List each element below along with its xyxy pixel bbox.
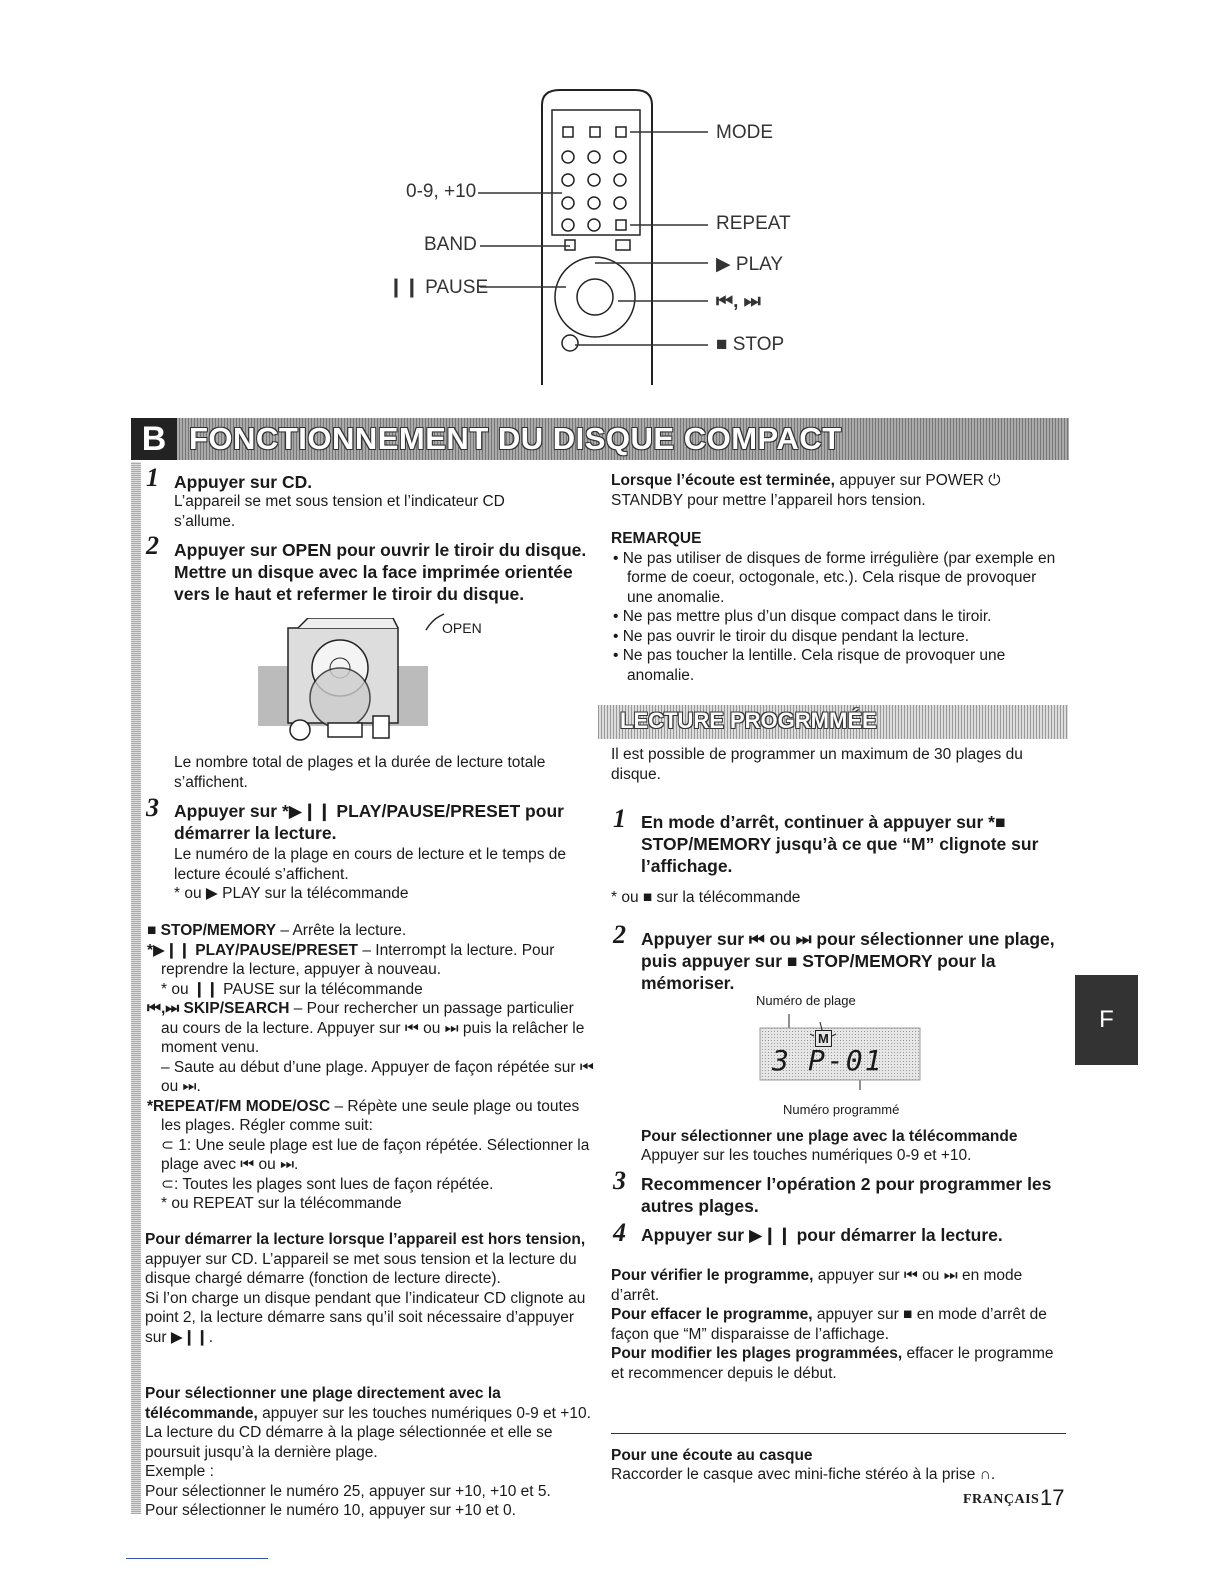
left-margin-bar (131, 462, 141, 1514)
finish-block (611, 471, 1056, 510)
bottom-rule (126, 1558, 268, 1559)
direct-text: appuyer sur les touches numériques 0-9 et +10. La lecture du CD démarre à la plage sélectionnée et elle se poursuit jusqu’à la dernière plage. (145, 1404, 591, 1461)
remote-label-pause: ❙❙ PAUSE (388, 277, 489, 298)
step1-title: Appuyer sur CD. (174, 472, 313, 492)
function-item: ⊂: Toutes les plages sont lues de façon répétée. (161, 1175, 494, 1193)
prog-step3-number: 3 (613, 1166, 626, 1195)
step3-number: 3 (146, 793, 159, 822)
verify-text: appuyer sur ⏮ ou ⏭ en mode d’arrêt. (611, 1267, 1023, 1304)
display-program-number: P-01 (808, 1044, 884, 1077)
start-off-text: appuyer sur CD. L’appareil se met sous tension et la lecture du disque chargé démarre (fonction de lecture directe). (145, 1250, 577, 1287)
prog-remote-title: Pour sélectionner une plage avec la télécommande (641, 1128, 1018, 1145)
start-off-text2: Si l’on charge un disque pendant que l’indicateur CD clignote au point 2, la lecture démarre sans qu’il soit nécessaire d’appuyer sur ▶❙❙. (145, 1289, 586, 1346)
step3-title: Appuyer sur *▶❙❙ PLAY/PAUSE/PRESET pour démarrer la lecture. (174, 801, 564, 843)
remote-label-play: ▶ PLAY (716, 254, 784, 275)
language-tab: F (1075, 975, 1138, 1065)
prog-banner (598, 705, 1068, 739)
prog-step4-number: 4 (613, 1218, 626, 1247)
function-item: *▶❙❙ PLAY/PAUSE/PRESET – Interrompt la lecture. Pour reprendre la lecture, appuyer à nouveau. (147, 941, 555, 978)
footer-language: FRANÇAIS (963, 1492, 1040, 1507)
remote-label-digits: 0-9, +10 (406, 181, 477, 202)
remarque-item: • Ne pas toucher la lentille. Cela risque de provoquer une anomalie. (613, 647, 1006, 684)
remote-label-band: BAND (424, 234, 477, 255)
remarque-item: • Ne pas ouvrir le tiroir du disque pendant la lecture. (613, 627, 970, 645)
prog-step1-note: * ou ■ sur la télécommande (611, 889, 801, 906)
function-item: *REPEAT/FM MODE/OSC – Répète une seule plage ou toutes les plages. Régler comme suit: (147, 1097, 580, 1134)
direct-select-block (145, 1384, 595, 1521)
section-letter: B (131, 418, 177, 460)
function-item: – Saute au début d’une plage. Appuyer de façon répétée sur ⏮ ou ⏭. (161, 1058, 594, 1095)
step2-number: 2 (146, 531, 159, 560)
modify-text: effacer le programme et recommencer depuis le début. (611, 1345, 1054, 1382)
step2-title: Appuyer sur OPEN pour ouvrir le tiroir du disque. Mettre un disque avec la face imprimée orientée vers le haut et refermer le tiroir du disque. (174, 540, 587, 604)
step3-text: Le numéro de la plage en cours de lecture et le temps de lecture écoulé s’affichent. (174, 846, 567, 883)
remote-label-stop: ■ STOP (716, 334, 785, 355)
start-off-block (145, 1230, 595, 1347)
remarque-title: REMARQUE (611, 530, 702, 547)
prog-title: LECTURE PROGRMMÉE (620, 708, 877, 733)
modify-title: Pour modifier les plages programmées, (611, 1345, 903, 1362)
remote-illustration (470, 85, 730, 390)
erase-title: Pour effacer le programme, (611, 1306, 813, 1323)
remarque-block (611, 529, 1061, 685)
prog-step2-number: 2 (613, 920, 626, 949)
function-item: ⊂ 1: Une seule plage est lue de façon répétée. Sélectionner la plage avec ⏮ ou ⏭. (161, 1136, 590, 1173)
function-item: ■ STOP/MEMORY – Arrête la lecture. (147, 922, 407, 939)
function-item: * ou REPEAT sur la télécommande (161, 1195, 402, 1212)
step2-after-text: Le nombre total de plages et la durée de lecture totale s’affichent. (174, 754, 546, 791)
step1-number: 1 (146, 463, 159, 492)
direct-example-label: Exemple : (145, 1463, 214, 1480)
remote-label-skip: ⏮, ⏭ (716, 291, 761, 312)
prog-step4-title: Appuyer sur ▶❙❙ pour démarrer la lecture. (641, 1225, 1003, 1245)
prog-step2-title: Appuyer sur ⏮ ou ⏭ pour sélectionner une plage, puis appuyer sur ■ STOP/MEMORY pour la mémoriser. (641, 929, 1055, 993)
open-label: OPEN (442, 620, 482, 636)
prog-step1-number: 1 (613, 804, 626, 833)
divider (611, 1433, 1066, 1434)
prog-notes (611, 1266, 1056, 1383)
functions-list (145, 921, 595, 1214)
erase-text: appuyer sur ■ en mode d’arrêt de façon que “M” disparaisse de l’affichage. (611, 1306, 1047, 1343)
numero-programme-label: Numéro programmé (783, 1102, 900, 1117)
numero-plage-label: Numéro de plage (756, 993, 856, 1008)
prog-step1-title: En mode d’arrêt, continuer à appuyer sur *■ STOP/MEMORY jusqu’à ce que “M” clignote sur l’affichage. (641, 812, 1039, 876)
page-number: 17 (1040, 1485, 1065, 1510)
finish-title: Lorsque l’écoute est terminée, (611, 472, 835, 489)
verify-title: Pour vérifier le programme, (611, 1267, 814, 1284)
display-track-number: 3 (772, 1044, 789, 1077)
display-m-indicator: M (815, 1030, 832, 1047)
remote-label-repeat: REPEAT (716, 213, 791, 234)
remarque-item: • Ne pas mettre plus d’un disque compact dans le tiroir. (613, 608, 992, 625)
cd-player-illustration (258, 618, 428, 743)
casque-text: Raccorder le casque avec mini-fiche stéréo à la prise ∩. (611, 1466, 996, 1483)
remarque-item: • Ne pas utiliser de disques de forme irrégulière (par exemple en forme de coeur, octogonale, etc.). Cela risque de provoquer une anomalie. (613, 549, 1056, 606)
function-item: * ou ❙❙ PAUSE sur la télécommande (161, 980, 423, 998)
section-banner (131, 418, 1069, 460)
prog-intro: Il est possible de programmer un maximum de 30 plages du disque. (611, 746, 1023, 783)
finish-text: appuyer sur POWER ⏻ STANDBY pour mettre l’appareil hors tension. (611, 472, 1001, 509)
direct-example-2: Pour sélectionner le numéro 10, appuyer sur +10 et 0. (145, 1502, 516, 1519)
direct-example-1: Pour sélectionner le numéro 25, appuyer sur +10, +10 et 5. (145, 1482, 551, 1500)
casque-title: Pour une écoute au casque (611, 1447, 813, 1464)
function-item: ⏮,⏭ SKIP/SEARCH – Pour rechercher un passage particulier au cours de la lecture. Appuyer sur ⏮ ou ⏭ puis la relâcher le moment venu. (147, 1000, 585, 1056)
remote-label-mode: MODE (716, 122, 773, 143)
prog-remote-text: Appuyer sur les touches numériques 0-9 et +10. (641, 1147, 972, 1164)
step1-text: L’appareil se met sous tension et l’indicateur CD s’allume. (174, 493, 505, 530)
section-title: FONCTIONNEMENT DU DISQUE COMPACT (189, 421, 842, 456)
direct-title: Pour sélectionner une plage directement avec la télécommande, (145, 1385, 501, 1422)
step3-note: * ou ▶ PLAY sur la télécommande (174, 885, 409, 902)
start-off-title: Pour démarrer la lecture lorsque l’appareil est hors tension, (145, 1231, 586, 1248)
prog-step3-title: Recommencer l’opération 2 pour programmer les autres plages. (641, 1174, 1052, 1216)
